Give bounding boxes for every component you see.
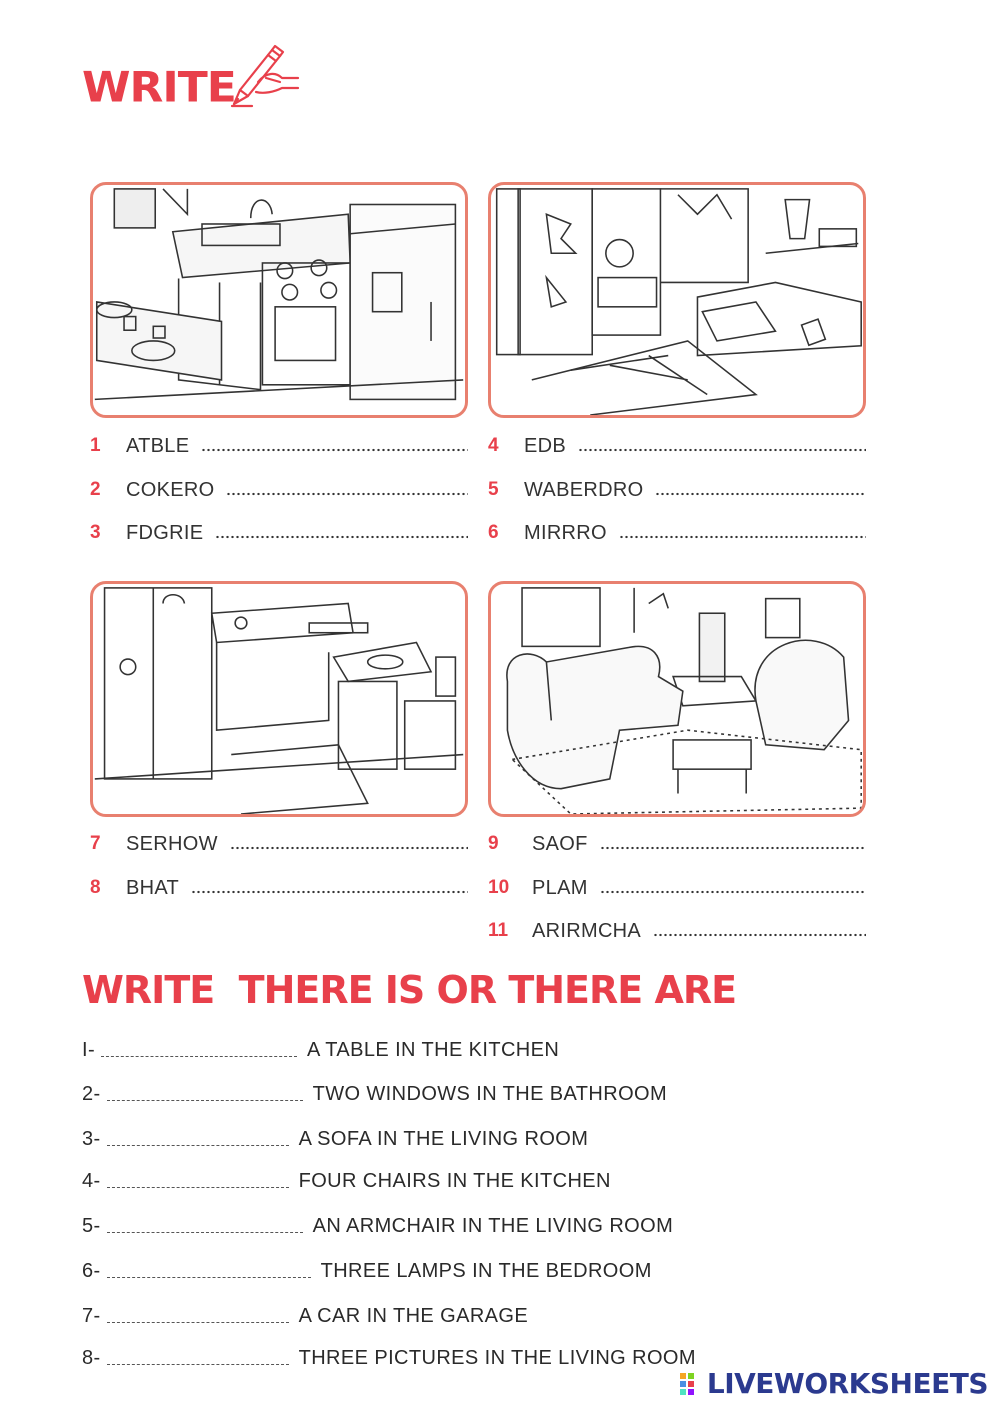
list-item: 11 ARIRMCHA <box>482 919 866 943</box>
scrambled-word: ARIRMCHA <box>532 919 642 942</box>
sentence-text: TWO WINDOWS IN THE BATHROOM <box>312 1082 668 1105</box>
scrambled-word: SERHOW <box>126 832 218 855</box>
sentence-text: THREE LAMPS IN THE BEDROOM <box>320 1259 652 1282</box>
scrambled-word: PLAM <box>532 876 588 899</box>
list-item: 3 FDGRIE <box>84 521 468 545</box>
list-item: 8 BHAT <box>84 876 468 900</box>
answer-line[interactable] <box>655 492 866 496</box>
list-item: 5 WABERDRO <box>482 478 866 502</box>
scrambled-word: MIRRRO <box>524 521 607 544</box>
list-item: 10 PLAM <box>482 876 866 900</box>
answer-blank[interactable] <box>101 1055 297 1057</box>
answer-blank[interactable] <box>107 1321 289 1323</box>
list-item: 7 SERHOW <box>84 832 468 856</box>
scrambled-word: BHAT <box>126 876 180 899</box>
scrambled-word: SAOF <box>532 832 588 855</box>
list-item: 1 ATBLE <box>84 434 468 458</box>
answer-line[interactable] <box>201 448 468 452</box>
sentence-row <box>82 1080 667 1108</box>
answer-line[interactable] <box>230 846 468 850</box>
sentence-number: I- <box>82 1038 96 1061</box>
sentence-text: AN ARMCHAIR IN THE LIVING ROOM <box>312 1214 674 1237</box>
answer-blank[interactable] <box>107 1186 289 1188</box>
sentence-row <box>82 1302 528 1330</box>
brand-footer[interactable] <box>679 1367 988 1400</box>
answer-blank[interactable] <box>107 1144 289 1146</box>
living-room-illustration <box>488 581 866 817</box>
scrambled-word: COKERO <box>126 478 215 501</box>
sentence-number: 2- <box>82 1082 101 1105</box>
scrambled-word: FDGRIE <box>126 521 204 544</box>
sentence-number: 5- <box>82 1214 101 1237</box>
answer-blank[interactable] <box>107 1363 289 1365</box>
sentence-row <box>82 1125 588 1153</box>
sentence-number: 6- <box>82 1259 101 1282</box>
bathroom-illustration <box>90 581 468 817</box>
sentence-number: 4- <box>82 1169 101 1192</box>
kitchen-illustration <box>90 182 468 418</box>
answer-line[interactable] <box>191 890 468 894</box>
sentence-text: A TABLE IN THE KITCHEN <box>307 1038 560 1061</box>
hand-writing-pencil-icon <box>228 42 300 110</box>
answer-line[interactable] <box>226 492 468 496</box>
list-item: 4 EDB <box>482 434 866 458</box>
list-item: 9 SAOF <box>482 832 866 856</box>
answer-line[interactable] <box>215 535 468 539</box>
sentence-number: 3- <box>82 1127 101 1150</box>
sentence-text: THREE PICTURES IN THE LIVING ROOM <box>298 1346 696 1369</box>
scrambled-word: EDB <box>524 434 567 457</box>
sentence-row <box>82 1036 559 1064</box>
sentence-row <box>82 1257 652 1285</box>
answer-line[interactable] <box>600 890 866 894</box>
bedroom-illustration <box>488 182 866 418</box>
answer-line[interactable] <box>578 448 866 452</box>
answer-line[interactable] <box>619 535 866 539</box>
sentence-row <box>82 1212 673 1240</box>
liveworksheets-logo-icon <box>679 1372 703 1396</box>
answer-line[interactable] <box>600 846 866 850</box>
page-title: WRITE <box>82 63 236 112</box>
sentence-text: A CAR IN THE GARAGE <box>298 1304 529 1327</box>
sentence-number: 8- <box>82 1346 101 1369</box>
sentence-text: FOUR CHAIRS IN THE KITCHEN <box>298 1169 611 1192</box>
scrambled-word: WABERDRO <box>524 478 644 501</box>
answer-blank[interactable] <box>107 1276 311 1278</box>
sentence-number: 7- <box>82 1304 101 1327</box>
answer-blank[interactable] <box>107 1231 303 1233</box>
sentence-row <box>82 1167 611 1195</box>
section-title: WRITE THERE IS OR THERE ARE <box>82 968 737 1012</box>
sentence-text: A SOFA IN THE LIVING ROOM <box>298 1127 589 1150</box>
list-item: 2 COKERO <box>84 478 468 502</box>
sentence-row <box>82 1344 696 1372</box>
scrambled-word: ATBLE <box>126 434 190 457</box>
list-item: 6 MIRRRO <box>482 521 866 545</box>
brand-name: LIVEWORKSHEETS <box>706 1367 988 1400</box>
answer-blank[interactable] <box>107 1099 303 1101</box>
answer-line[interactable] <box>653 933 866 937</box>
